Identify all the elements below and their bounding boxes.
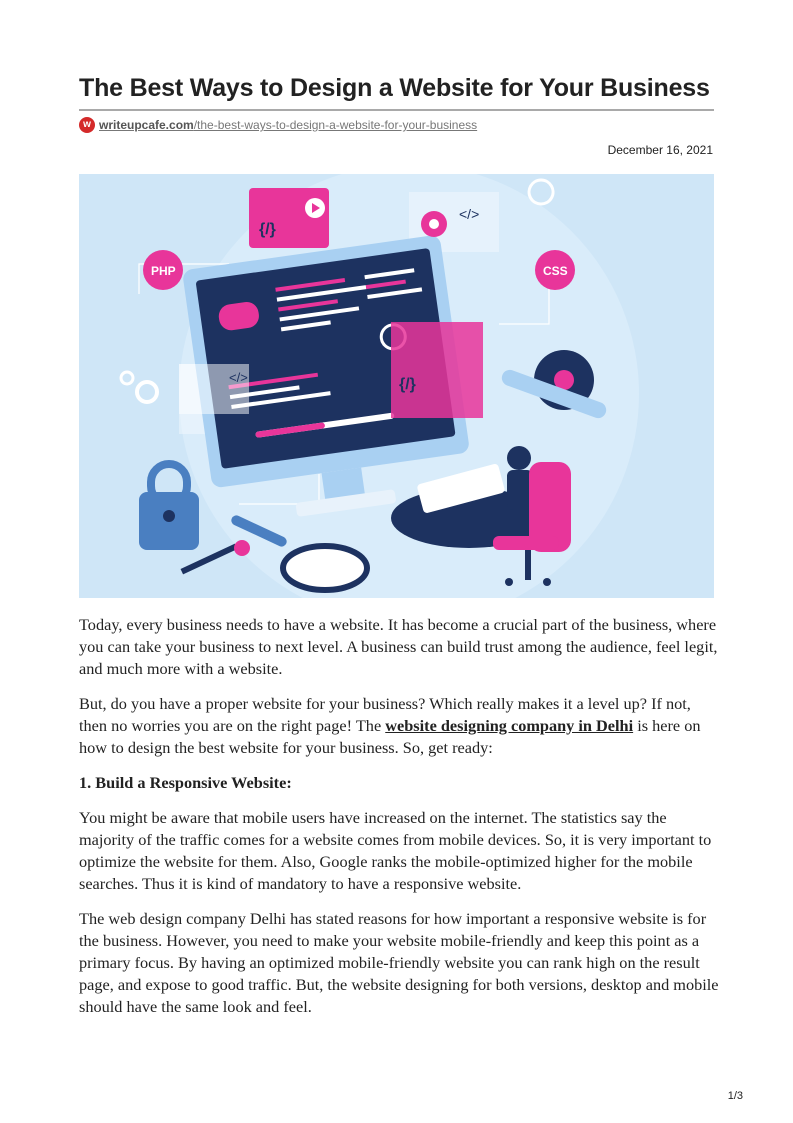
article-body — [79, 614, 719, 1031]
source-domain: writeupcafe.com — [99, 118, 194, 132]
source-line — [79, 116, 477, 134]
magnifier-glass — [283, 546, 367, 590]
paragraph: You might be aware that mobile users have increased on the internet. The statistics say the majority of the traffic comes for a website comes from mobile devices. So, it is very important to optimize the website for them. Also, Google ranks the mobile-optimized higher for the mobile searches. Thus it is kind of mandatory to have a responsive website. — [79, 808, 712, 893]
chair-leg — [525, 550, 531, 580]
source-link[interactable] — [99, 118, 477, 132]
code-badge-top — [249, 188, 329, 248]
section-heading: 1. Build a Responsive Website: — [79, 773, 292, 792]
paragraph: Today, every business needs to have a website. It has become a crucial part of the business, where you can take your business to next level. A business can build trust among the audience, feel legit, and much more with a website. — [79, 615, 718, 678]
gear-icon-hole — [429, 219, 439, 229]
code-badge-right-text: {/} — [399, 376, 416, 393]
logo-letter: w — [83, 119, 91, 130]
code-tag-top: </> — [459, 206, 480, 222]
chair-wheel — [543, 578, 551, 586]
css-label: CSS — [543, 264, 568, 278]
padlock-keyhole — [163, 510, 175, 522]
article-date: December 16, 2021 — [607, 143, 713, 157]
title-divider — [79, 109, 714, 111]
chair-seat — [493, 536, 559, 550]
page-indicator: 1/3 — [727, 1090, 743, 1102]
hero-illustration — [79, 174, 714, 598]
paragraph-text: is here on how to design the best website for your business. So, get ready: — [79, 716, 701, 757]
article-title: The Best Ways to Design a Website for Your Business — [79, 74, 710, 102]
chair-wheel — [505, 578, 513, 586]
paragraph-text: But, do you have a proper website for your business? Which really makes it a level up? If not, then no worries you are on the right page! The — [79, 694, 691, 735]
person-head — [507, 446, 531, 470]
company-link[interactable]: website designing company in Delhi — [385, 716, 634, 735]
php-label: PHP — [151, 264, 176, 278]
source-path: /the-best-ways-to-design-a-website-for-your-business — [193, 118, 478, 132]
code-tag-left: </> — [229, 370, 248, 385]
writeupcafe-logo-icon — [79, 117, 95, 133]
key-head — [234, 540, 250, 556]
paragraph: The web design company Delhi has stated reasons for how important a responsive website is for the business. However, you need to make your website mobile-friendly and keep this point as a primary focus. By having an optimized mobile-friendly website you can rank high on the result page, and expose to good traffic. But, the website designing for both versions, desktop and mobile should have the same look and feel. — [79, 909, 719, 1016]
code-badge-top-text: {/} — [259, 221, 276, 238]
code-badge-right — [391, 322, 483, 418]
paragraph — [79, 693, 719, 759]
